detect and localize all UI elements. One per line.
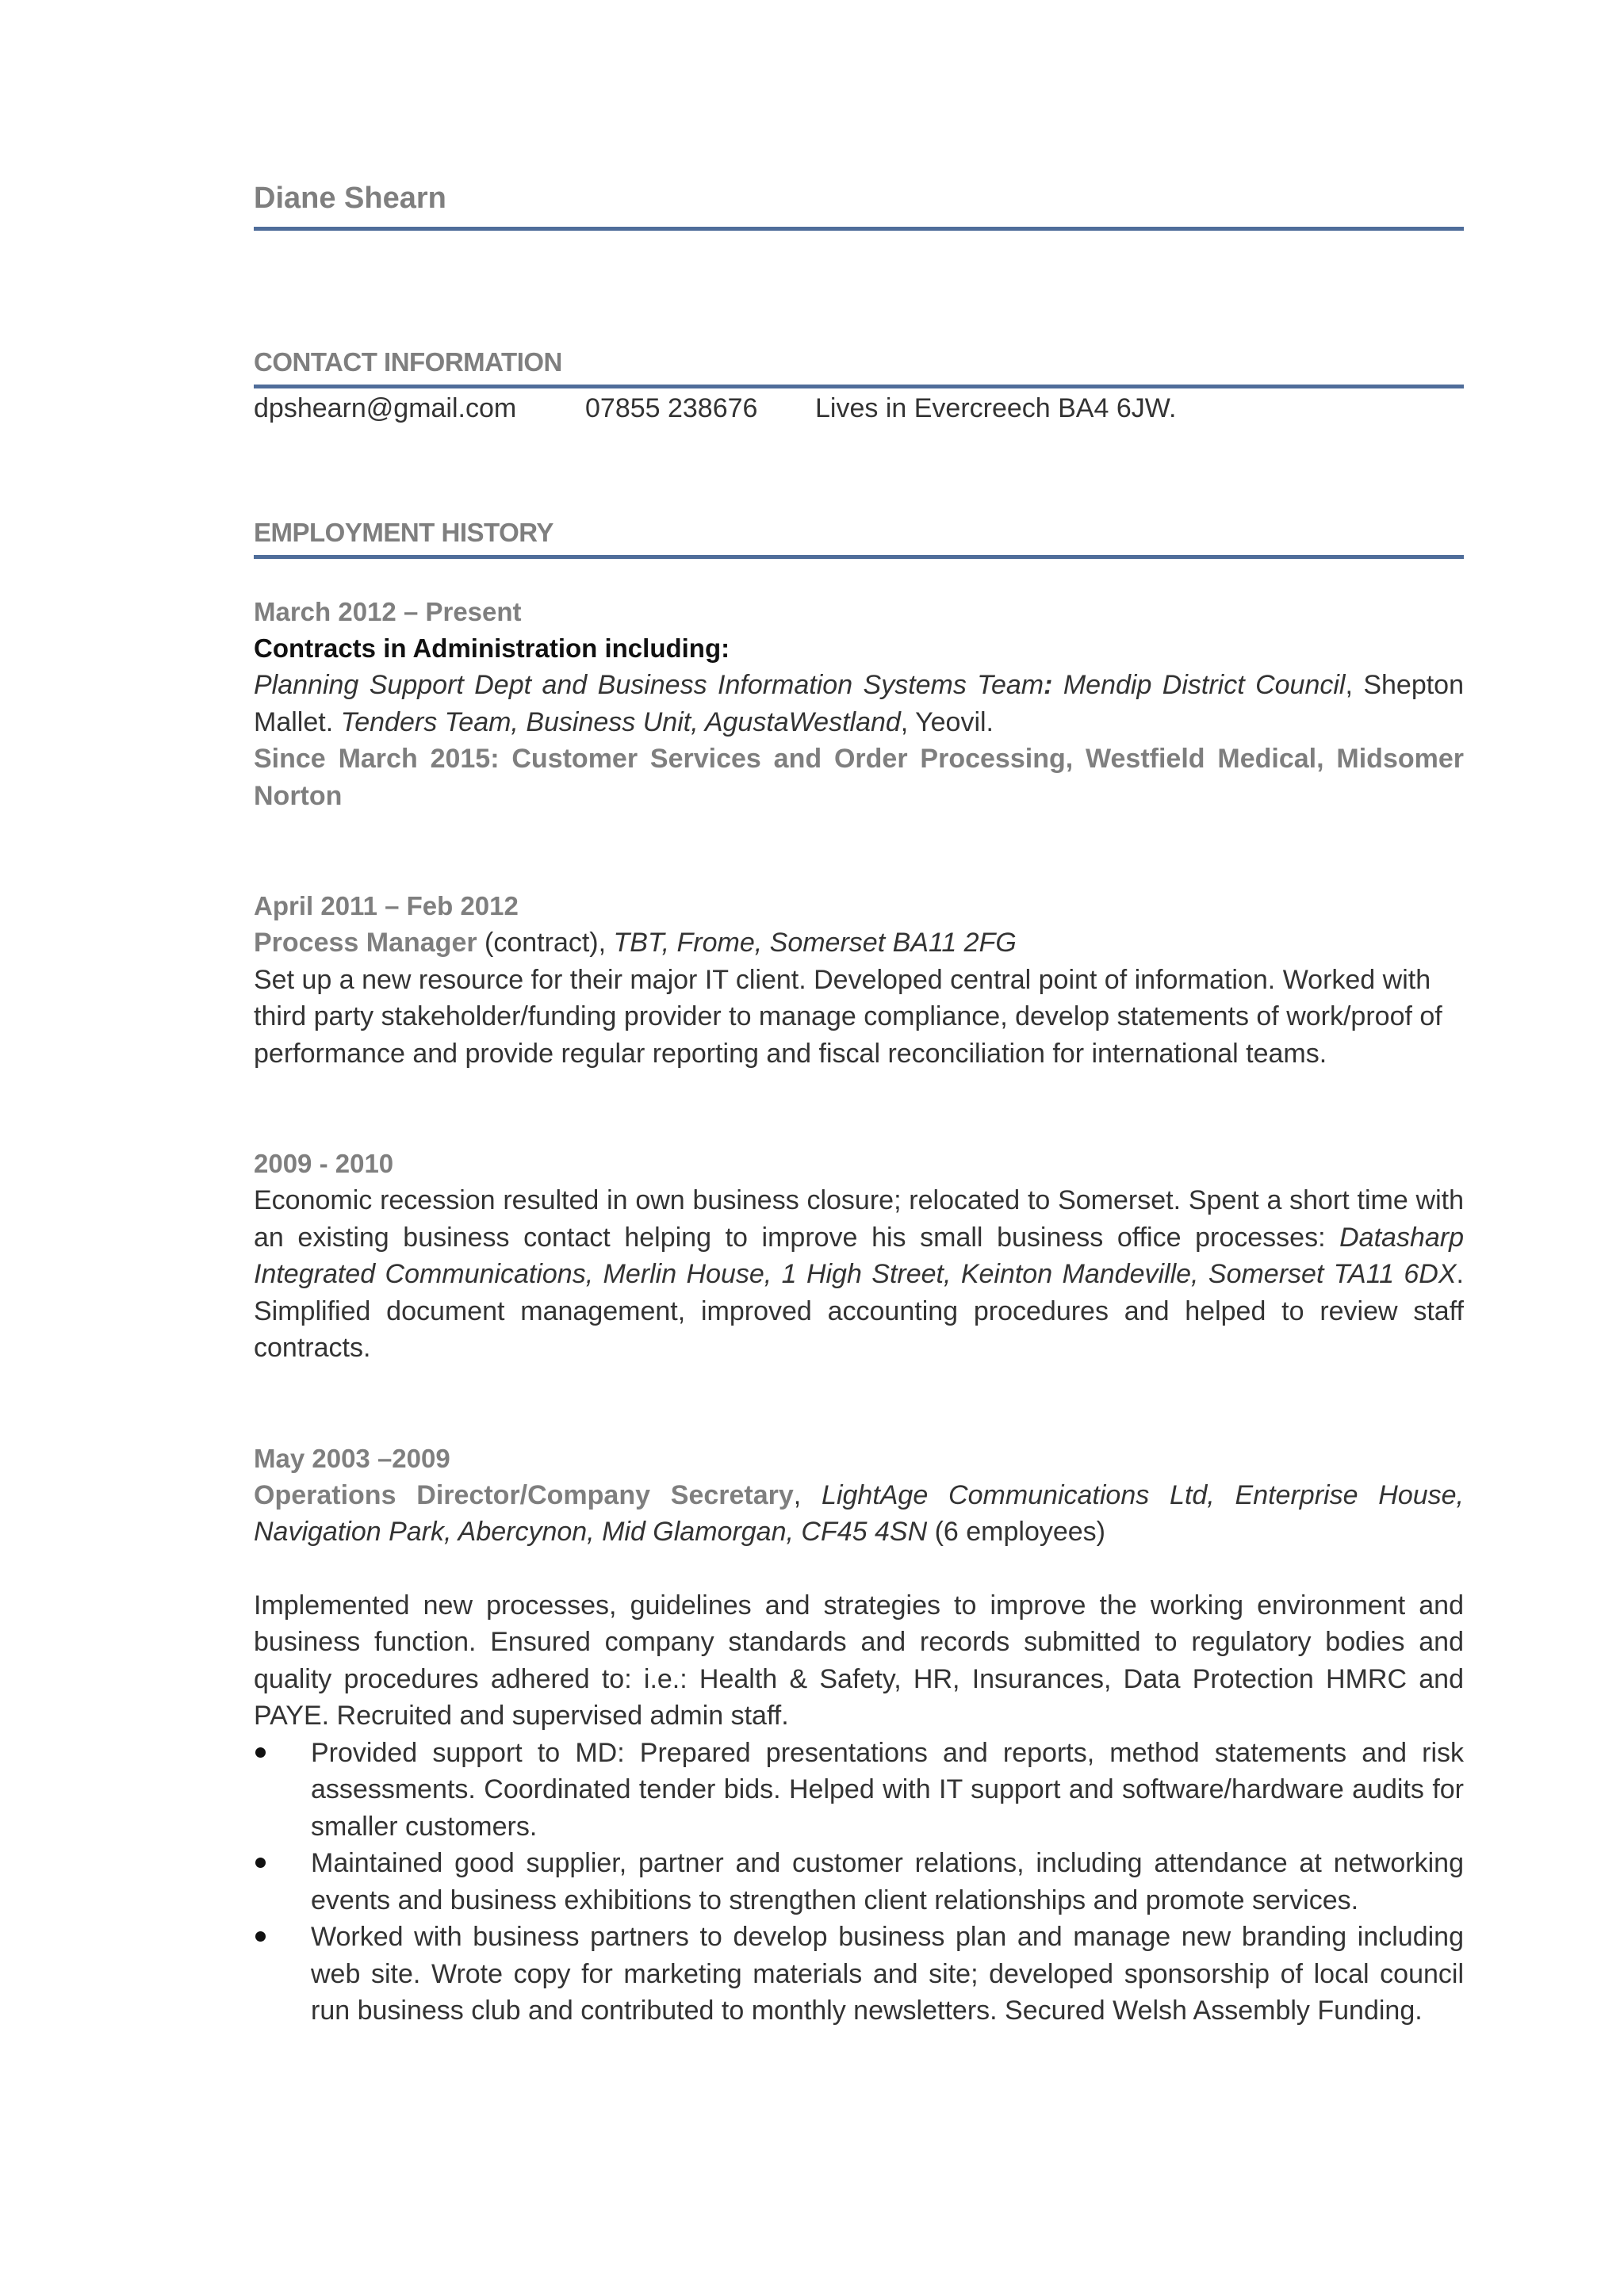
bullet-icon (255, 1931, 266, 1942)
job-date: May 2003 –2009 (254, 1443, 450, 1473)
job-bullet-list (254, 1735, 1464, 2030)
job-description-text: . Simplified document management, improved accounting procedures and helped to review staff contracts. (254, 1259, 1464, 1363)
spacer (254, 559, 1464, 594)
job-since: Since March 2015: Customer Services and Order Processing, Westfield Medical, Midsomer Norton (254, 744, 1464, 811)
spacer (254, 1367, 1464, 1441)
spacer (254, 814, 1464, 888)
list-item (254, 1919, 1464, 2030)
list-item (254, 1845, 1464, 1919)
spacer (254, 427, 1464, 515)
job-detail (254, 667, 1464, 740)
job-contract: (contract), (477, 928, 614, 958)
job-employer: TBT, Frome, Somerset BA11 2FG (613, 928, 1017, 958)
employment-heading: EMPLOYMENT HISTORY (254, 515, 1464, 559)
job-employer: Datasharp Integrated Communications, Merlin House, 1 High Street, Keinton Mandeville, Somerset TA11 6DX (254, 1222, 1464, 1289)
resume-name: Diane Shearn (254, 174, 1464, 231)
job-date: April 2011 – Feb 2012 (254, 891, 519, 920)
resume-page (254, 174, 1464, 2030)
spacer (254, 231, 1464, 345)
list-item-text: Provided support to MD: Prepared presentations and reports, method statements and risk assessments. Coordinated tender bids. Helped with IT support and software/hardware audits for smaller customers. (311, 1737, 1464, 1842)
job-summary: Implemented new processes, guidelines and strategies to improve the working environment and business function. Ensured company standards and records submitted to regulatory bodies and quality procedures adhered to: i.e.: Health & Safety, HR, Insurances, Data Protection HMRC and PAYE. Recruited and supervised admin staff. (254, 1590, 1464, 1731)
job-description (254, 1182, 1464, 1367)
job-detail-italic: Mendip District Council (1052, 670, 1346, 700)
spacer (254, 1072, 1464, 1146)
job-employer: LightAge Communications Ltd, Enterprise House, Navigation Park, Abercynon, Mid Glamorgan, CF45 4SN (254, 1479, 1464, 1547)
job-date: March 2012 – Present (254, 597, 522, 626)
job-detail-text: , Yeovil. (900, 706, 994, 737)
job-employees: (6 employees) (927, 1517, 1105, 1547)
bullet-icon (255, 1747, 266, 1758)
job-title: Operations Director/Company Secretary (254, 1479, 794, 1510)
contact-email: dpshearn@gmail.com (254, 393, 517, 423)
job-date: 2009 - 2010 (254, 1149, 394, 1178)
job-detail-italic: Planning Support Dept and Business Information Systems Team (254, 670, 1044, 700)
job-entry-4 (254, 1441, 1464, 2030)
contact-details (254, 390, 1464, 427)
job-detail-italic: Tenders Team, Business Unit, AgustaWestland (340, 706, 901, 737)
list-item-text: Worked with business partners to develop business plan and manage new branding including web site. Wrote copy for marketing materials and site; developed sponsorship of local council run business club and contributed to monthly newsletters. Secured Welsh Assembly Funding. (311, 1922, 1464, 2026)
contact-heading: CONTACT INFORMATION (254, 345, 1464, 388)
contact-phone: 07855 238676 (585, 393, 758, 423)
spacer (254, 1551, 1464, 1587)
job-entry-3 (254, 1146, 1464, 1367)
contact-location: Lives in Evercreech BA4 6JW. (815, 393, 1177, 423)
bullet-icon (255, 1858, 266, 1868)
job-title: Process Manager (254, 928, 477, 958)
job-role (254, 924, 1464, 962)
job-title: Contracts in Administration including: (254, 633, 730, 663)
job-description: Set up a new resource for their major IT client. Developed central point of information. Worked with third party stakeholder/funding provider to manage compliance, develop statements of work/proof of performance and provide regular reporting and fiscal reconciliation for international teams. (254, 964, 1442, 1069)
list-item (254, 1735, 1464, 1846)
job-detail-colon: : (1044, 670, 1053, 700)
job-comma: , (793, 1479, 822, 1510)
job-detail-text: , Shepton Mallet. (254, 670, 1465, 737)
job-entry-1 (254, 594, 1464, 814)
job-role (254, 1477, 1464, 1551)
job-description-text: Economic recession resulted in own business closure; relocated to Somerset. Spent a short time with an existing business contact helping to improve his small business office processes: (254, 1185, 1464, 1253)
job-entry-2 (254, 888, 1464, 1072)
list-item-text: Maintained good supplier, partner and customer relations, including attendance at networking events and business exhibitions to strengthen client relationships and promote services. (311, 1848, 1464, 1915)
